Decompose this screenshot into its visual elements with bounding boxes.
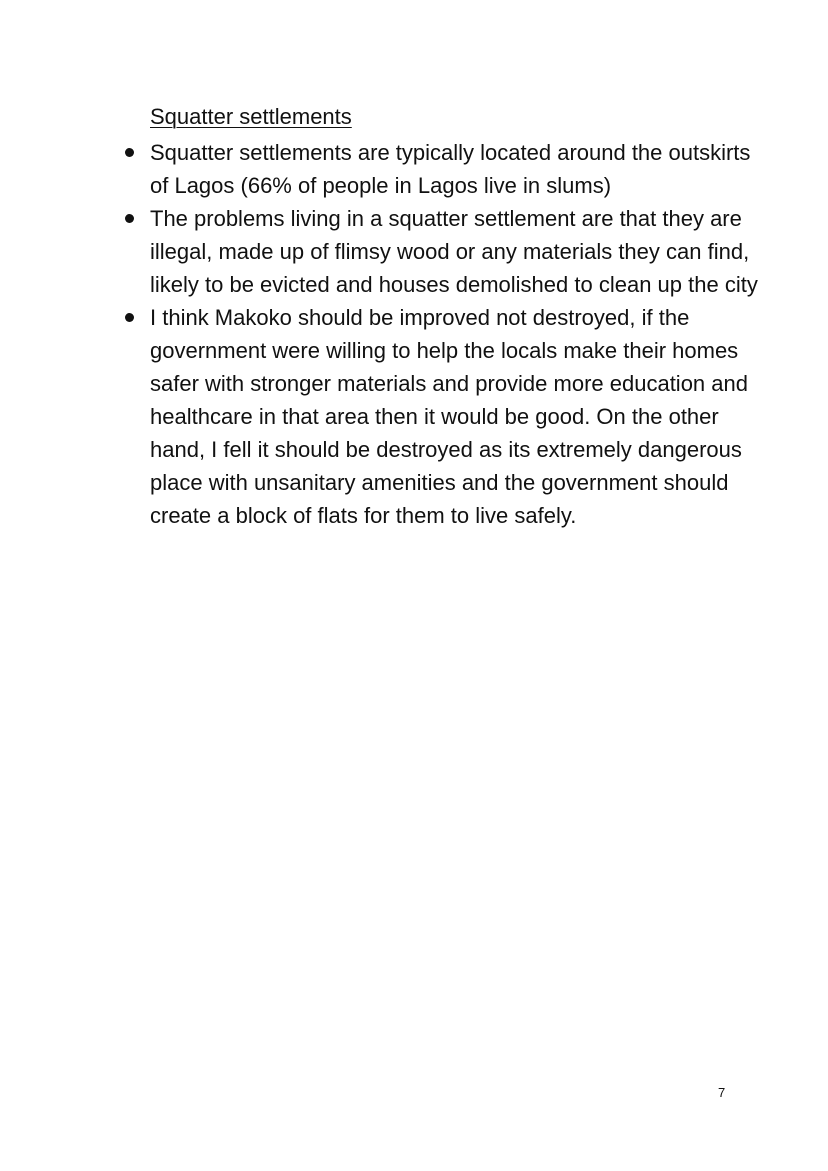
list-item	[150, 202, 760, 301]
list-item	[150, 301, 760, 532]
section-heading: Squatter settlements	[150, 104, 352, 129]
bullet-text: The problems living in a squatter settlement are that they are illegal, made up of flimsy wood or any materials they can find, likely to be evicted and houses demolished to clean up the city	[150, 206, 758, 297]
bullet-icon	[125, 148, 134, 157]
bullet-text: Squatter settlements are typically located around the outskirts of Lagos (66% of people in Lagos live in slums)	[150, 140, 751, 198]
bullet-icon	[125, 313, 134, 322]
bullet-icon	[125, 214, 134, 223]
page-number: 7	[718, 1085, 726, 1100]
bullet-text: I think Makoko should be improved not destroyed, if the government were willing to help the locals make their homes safer with stronger materials and provide more education and healthcare in that area then it would be good. On the other hand, I fell it should be destroyed as its extremely dangerous place with unsanitary amenities and the government should create a block of flats for them to live safely.	[150, 305, 748, 528]
bullet-list	[150, 136, 760, 532]
list-item	[150, 136, 760, 202]
